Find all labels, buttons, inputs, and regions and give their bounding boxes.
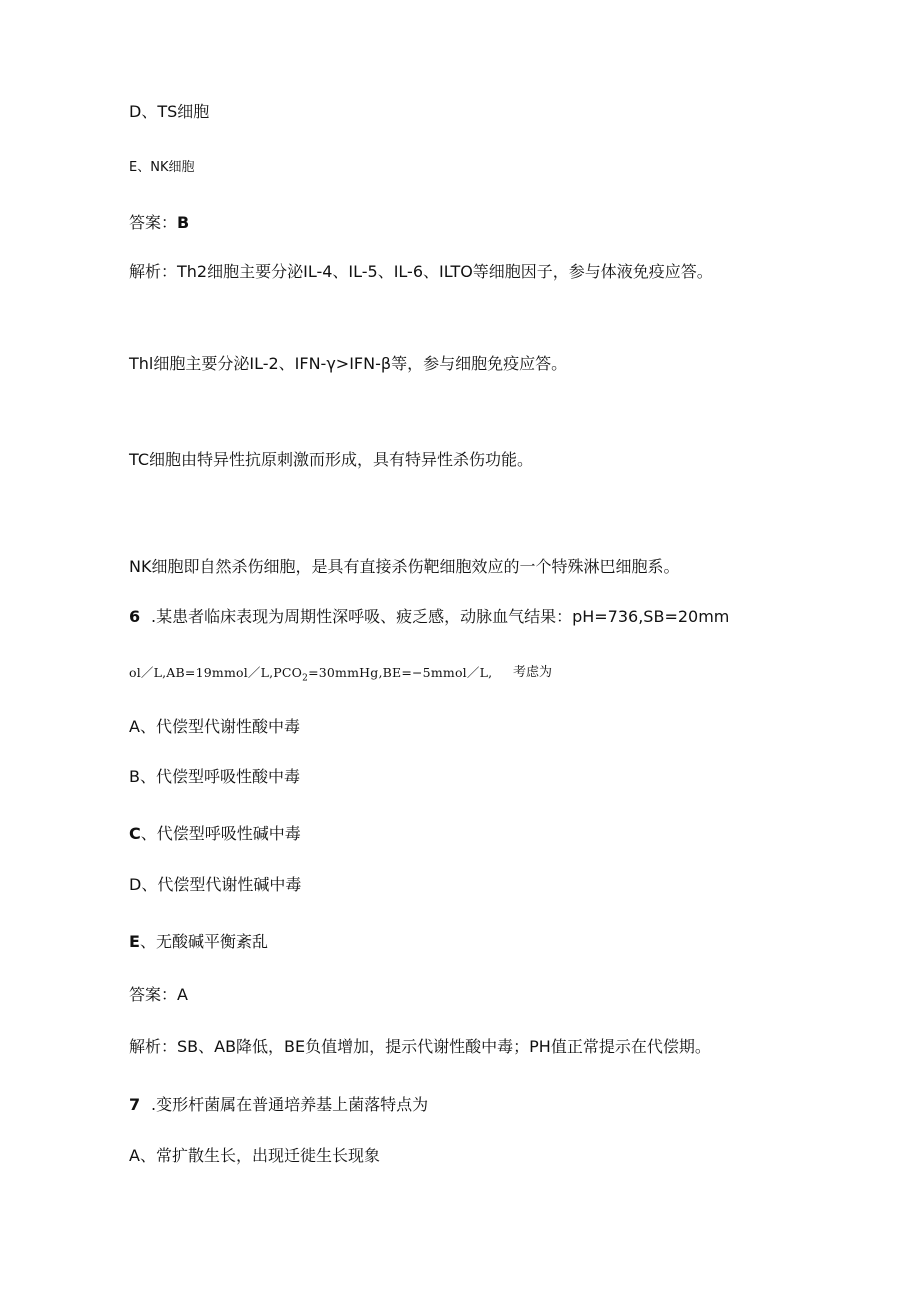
question-6-stem-continued: $ol/L,AB=19mmol/L,PCO_2=30mmHg,BE=-5mmol/L$, xyxy=(129,665,493,684)
answer-line-q6: 答案：A xyxy=(129,985,188,1004)
answer-value: B xyxy=(177,213,190,232)
explanation-th2: 解析：Th2细胞主要分泌IL-4、IL-5、IL-6、ILTO等细胞因子，参与体液免疫应答。 xyxy=(129,262,713,281)
subscript-2: 2 xyxy=(302,673,309,684)
option-d: D、代偿型代谢性碱中毒 xyxy=(129,875,302,894)
answer-line-q5 xyxy=(129,213,189,233)
explanation-tc: TC细胞由特异性抗原刺激而形成，具有特异性杀伤功能。 xyxy=(129,450,534,469)
question-text: .某患者临床表现为周期性深呼吸、疲乏感，动脉血气结果：pH=736,SB=20mm xyxy=(151,607,730,626)
explanation-nk: NK细胞即自然杀伤细胞，是具有直接杀伤靶细胞效应的一个特殊淋巴细胞系。 xyxy=(129,557,680,576)
question-6-prompt: 考虑为 xyxy=(513,665,553,680)
option-a-q7: A、常扩散生长，出现迁徙生长现象 xyxy=(129,1146,380,1165)
answer-label: 答案： xyxy=(129,213,178,232)
option-d-ts-cell: D、TS细胞 xyxy=(129,102,210,121)
option-c: C、代偿型呼吸性碱中毒 xyxy=(129,824,301,843)
question-6-stem xyxy=(129,607,729,627)
question-text: .变形杆菌属在普通培养基上菌落特点为 xyxy=(151,1095,429,1114)
option-e-nk-cell: E、NK细胞 xyxy=(129,160,195,175)
option-a: A、代偿型代谢性酸中毒 xyxy=(129,717,300,736)
option-b: B、代偿型呼吸性酸中毒 xyxy=(129,767,300,786)
question-7-stem xyxy=(129,1095,428,1115)
explanation-th1: Thl细胞主要分泌IL-2、IFN-γ>IFN-β等，参与细胞免疫应答。 xyxy=(129,354,568,373)
option-e: E、无酸碱平衡紊乱 xyxy=(129,932,268,951)
question-number: 6 xyxy=(129,607,141,626)
question-number: 7 xyxy=(129,1095,141,1114)
explanation-q6: 解析：SB、AB降低，BE负值增加，提示代谢性酸中毒；PH值正常提示在代偿期。 xyxy=(129,1037,711,1056)
